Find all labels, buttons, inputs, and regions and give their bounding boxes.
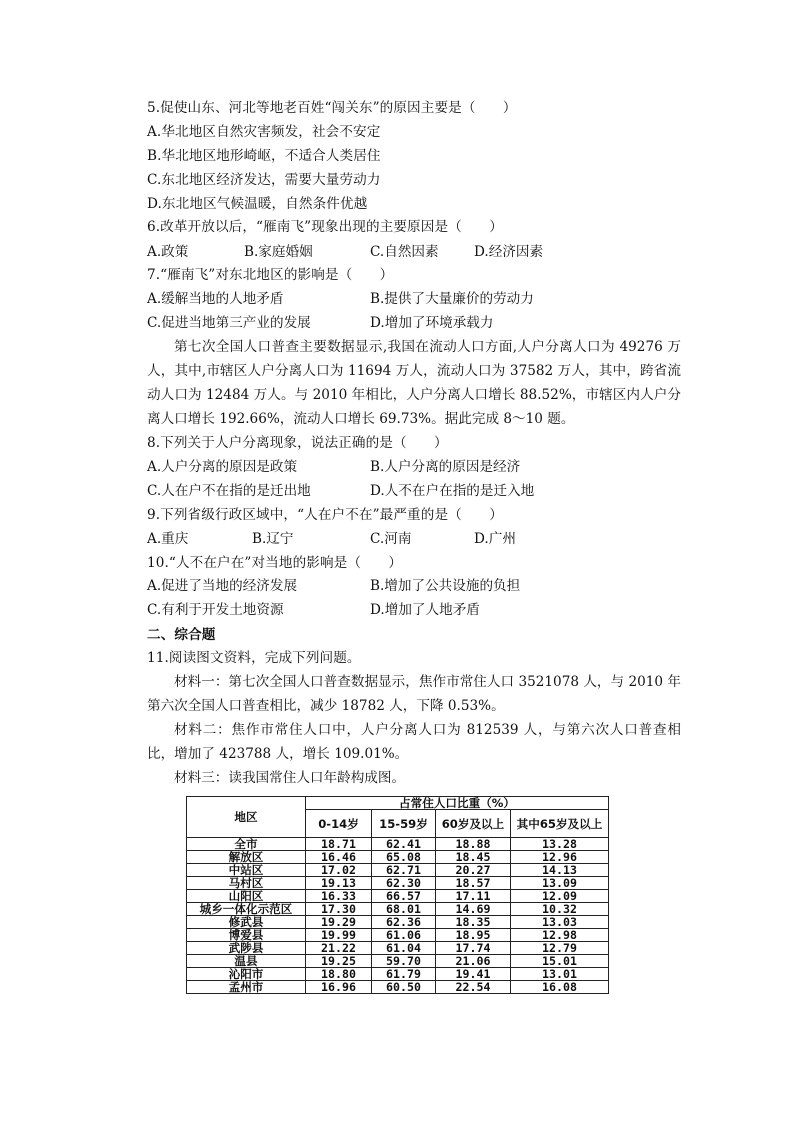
question-7-stem: 7.“雁南飞”对东北地区的影响是（ ）	[147, 267, 394, 283]
table-cell-value: 16.08	[511, 981, 609, 994]
table-cell-value: 61.06	[372, 929, 436, 942]
header-age-0-14: 0-14岁	[306, 810, 372, 838]
population-age-table	[186, 796, 609, 994]
table-cell-value: 62.36	[372, 916, 436, 929]
table-cell-value: 18.45	[436, 851, 511, 864]
question-8-option-c: C.人在户不在指的是迁出地	[147, 483, 311, 499]
table-cell-value: 66.57	[372, 890, 436, 903]
table-cell-value: 10.32	[511, 903, 609, 916]
question-10-option-c: C.有利于开发土地资源	[147, 602, 284, 618]
table-cell-value: 21.22	[306, 942, 372, 955]
question-7-option-d: D.增加了环境承载力	[370, 315, 494, 331]
material-one: 材料一：第七次全国人口普查数据显示，焦作市常住人口 3521078 人，与 2010 年第六次全国人口普查相比，减少 18782 人，下降 0.53%。	[147, 674, 681, 714]
header-region: 地区	[187, 797, 306, 838]
table-cell-region: 温县	[187, 955, 306, 968]
table-cell-value: 12.09	[511, 890, 609, 903]
table-cell-value: 17.02	[306, 864, 372, 877]
question-10-option-a: A.促进了当地的经济发展	[147, 578, 298, 594]
table-cell-value: 17.11	[436, 890, 511, 903]
table-cell-value: 21.06	[436, 955, 511, 968]
table-cell-value: 13.28	[511, 838, 609, 851]
table-row	[187, 955, 609, 968]
table-cell-value: 20.27	[436, 864, 511, 877]
table-cell-value: 17.74	[436, 942, 511, 955]
table-cell-value: 19.13	[306, 877, 372, 890]
table-cell-value: 18.88	[436, 838, 511, 851]
table-cell-value: 18.35	[436, 916, 511, 929]
question-8-option-d: D.人不在户在指的是迁入地	[370, 483, 535, 499]
table-cell-value: 12.79	[511, 942, 609, 955]
table-cell-value: 16.96	[306, 981, 372, 994]
table-cell-value: 13.09	[511, 877, 609, 890]
table-cell-value: 62.41	[372, 838, 436, 851]
question-10-stem: 10.“人不在户在”对当地的影响是（ ）	[147, 555, 403, 571]
question-5-option-d: D.东北地区气候温暖，自然条件优越	[147, 196, 368, 212]
question-6-stem: 6.改革开放以后，“雁南飞”现象出现的主要原因是（ ）	[147, 219, 503, 235]
table-cell-region: 博爱县	[187, 929, 306, 942]
table-row	[187, 903, 609, 916]
table-cell-value: 13.03	[511, 916, 609, 929]
question-10-option-b: B.增加了公共设施的负担	[370, 578, 521, 594]
question-5-option-c: C.东北地区经济发达，需要大量劳动力	[147, 172, 381, 188]
question-9-option-d: D.广州	[474, 531, 516, 547]
table-cell-value: 61.04	[372, 942, 436, 955]
question-7-option-b: B.提供了大量廉价的劳动力	[370, 291, 534, 307]
question-8-stem: 8.下列关于人户分离现象，说法正确的是（ ）	[147, 435, 448, 451]
table-row	[187, 877, 609, 890]
header-age-65-plus: 其中65岁及以上	[511, 810, 609, 838]
table-cell-region: 孟州市	[187, 981, 306, 994]
table-cell-region: 山阳区	[187, 890, 306, 903]
table-cell-region: 解放区	[187, 851, 306, 864]
table-cell-value: 16.33	[306, 890, 372, 903]
table-cell-value: 22.54	[436, 981, 511, 994]
table-cell-value: 62.30	[372, 877, 436, 890]
header-age-15-59: 15-59岁	[372, 810, 436, 838]
table-cell-value: 18.80	[306, 968, 372, 981]
table-cell-value: 18.71	[306, 838, 372, 851]
table-cell-value: 19.25	[306, 955, 372, 968]
census-passage: 第七次全国人口普查主要数据显示,我国在流动人口方面,人户分离人口为 49276 万人，其中,市辖区人户分离人口为 11694 万人，流动人口为 37582 万人，其中，跨省流动人口为 12484 万人。与 2010 年相比，人户分离人口增长 88.52%，市辖区内人户分离人口增长 192.66%，流动人口增长 69.73%。据此完成 8～10 题。	[147, 339, 681, 427]
table-row	[187, 851, 609, 864]
table-cell-value: 14.69	[436, 903, 511, 916]
question-5-stem: 5.促使山东、河北等地老百姓“闯关东”的原因主要是（ ）	[147, 100, 517, 116]
table-cell-value: 19.29	[306, 916, 372, 929]
question-9-stem: 9.下列省级行政区域中，“人在户不在”最严重的是（ ）	[147, 507, 503, 523]
table-cell-region: 马村区	[187, 877, 306, 890]
table-cell-value: 12.98	[511, 929, 609, 942]
header-age-60-plus: 60岁及以上	[436, 810, 511, 838]
table-cell-value: 12.96	[511, 851, 609, 864]
table-header-row	[187, 797, 609, 810]
table-row	[187, 916, 609, 929]
table-cell-region: 修武县	[187, 916, 306, 929]
table-cell-value: 17.30	[306, 903, 372, 916]
question-6-option-b: B.家庭婚姻	[244, 244, 313, 260]
table-cell-value: 59.70	[372, 955, 436, 968]
material-three: 材料三：读我国常住人口年龄构成图。	[174, 770, 406, 786]
question-11-stem: 11.阅读图文资料，完成下列问题。	[147, 650, 361, 666]
table-cell-value: 19.99	[306, 929, 372, 942]
table-row	[187, 942, 609, 955]
question-9-option-a: A.重庆	[147, 531, 189, 547]
question-7-option-c: C.促进当地第三产业的发展	[147, 315, 311, 331]
table-cell-value: 65.08	[372, 851, 436, 864]
question-5-option-b: B.华北地区地形崎岖，不适合人类居住	[147, 148, 381, 164]
question-9-option-c: C.河南	[370, 531, 412, 547]
section-heading: 二、综合题	[147, 627, 216, 643]
question-9-option-b: B.辽宁	[252, 531, 294, 547]
question-7-option-a: A.缓解当地的人地矛盾	[147, 291, 284, 307]
table-body	[187, 838, 609, 994]
table-cell-region: 沁阳市	[187, 968, 306, 981]
table-cell-region: 武陟县	[187, 942, 306, 955]
question-5-option-a: A.华北地区自然灾害频发，社会不安定	[147, 124, 381, 140]
table-cell-region: 城乡一体化示范区	[187, 903, 306, 916]
table-row	[187, 838, 609, 851]
table-cell-value: 18.57	[436, 877, 511, 890]
table-row	[187, 864, 609, 877]
table-cell-value: 15.01	[511, 955, 609, 968]
question-6-option-d: D.经济因素	[474, 244, 544, 260]
table-cell-value: 16.46	[306, 851, 372, 864]
table-row	[187, 981, 609, 994]
table-cell-value: 60.50	[372, 981, 436, 994]
table-cell-value: 13.01	[511, 968, 609, 981]
question-8-option-a: A.人户分离的原因是政策	[147, 459, 298, 475]
question-10-option-d: D.增加了人地矛盾	[370, 602, 480, 618]
table-row	[187, 890, 609, 903]
table-cell-value: 18.95	[436, 929, 511, 942]
table-cell-value: 19.41	[436, 968, 511, 981]
table-row	[187, 929, 609, 942]
table-cell-value: 14.13	[511, 864, 609, 877]
table-cell-value: 68.01	[372, 903, 436, 916]
question-6-option-a: A.政策	[147, 244, 189, 260]
header-share-group: 占常住人口比重（%）	[306, 797, 609, 810]
table-cell-value: 61.79	[372, 968, 436, 981]
table-cell-region: 全市	[187, 838, 306, 851]
material-two: 材料二：焦作市常住人口中，人户分离人口为 812539 人，与第六次人口普查相比，增加了 423788 人，增长 109.01%。	[147, 722, 681, 762]
table-cell-value: 62.71	[372, 864, 436, 877]
table-row	[187, 968, 609, 981]
question-6-option-c: C.自然因素	[370, 244, 439, 260]
table-cell-region: 中站区	[187, 864, 306, 877]
question-8-option-b: B.人户分离的原因是经济	[370, 459, 521, 475]
